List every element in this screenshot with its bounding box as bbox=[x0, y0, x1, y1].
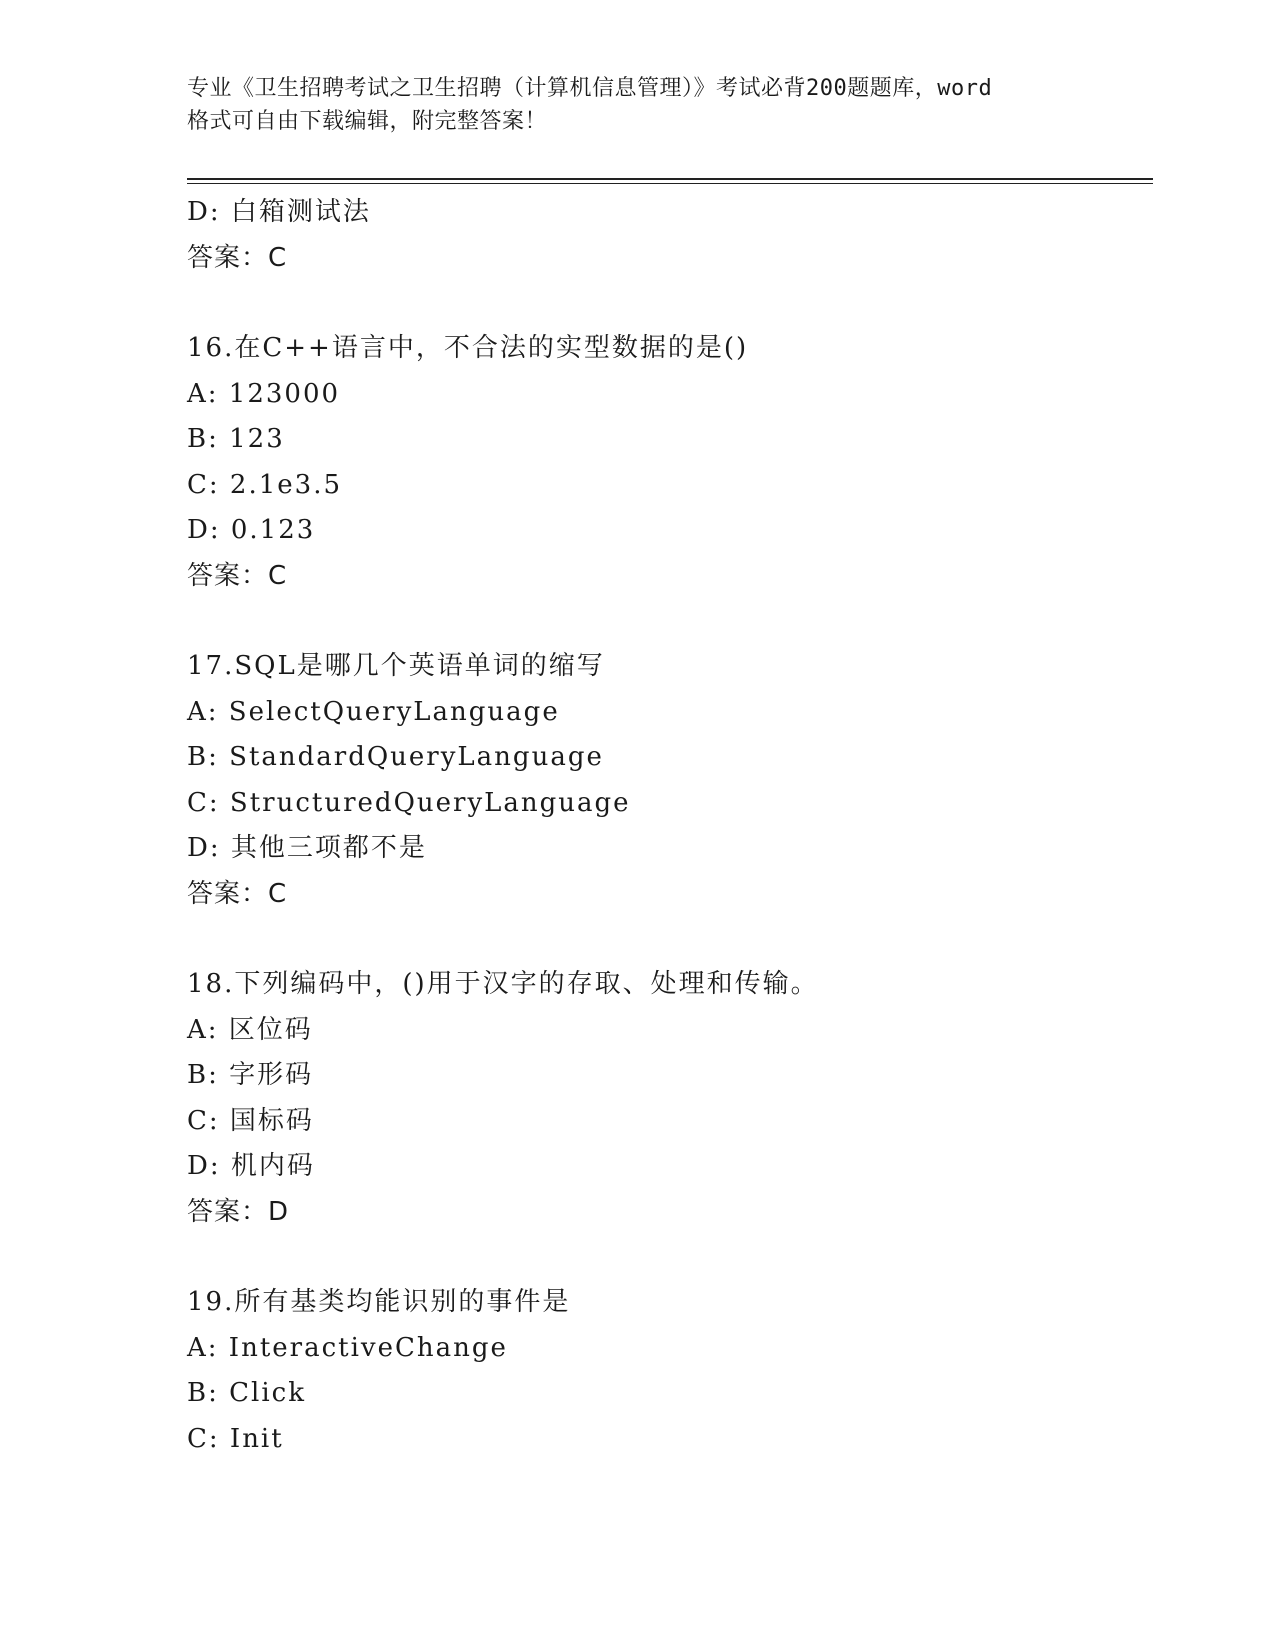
option-a: A: SelectQueryLanguage bbox=[187, 696, 560, 727]
option-b: B: 字形码 bbox=[187, 1060, 314, 1090]
spacer bbox=[187, 917, 1147, 962]
question-18 bbox=[187, 962, 1147, 1235]
option-a: A: 123000 bbox=[187, 378, 341, 409]
header-divider bbox=[187, 178, 1153, 184]
question-stem: 17.SQL是哪几个英语单词的缩写 bbox=[187, 651, 605, 681]
question-19 bbox=[187, 1280, 1147, 1462]
header-title-line2: 格式可自由下载编辑，附完整答案！ bbox=[187, 109, 548, 134]
answer-line: 答案：C bbox=[187, 560, 288, 591]
question-stem: 19.所有基类均能识别的事件是 bbox=[187, 1287, 571, 1317]
question-16 bbox=[187, 326, 1147, 599]
header-title-line1: 专业《卫生招聘考试之卫生招聘（计算机信息管理）》考试必背200题题库，word bbox=[187, 76, 993, 101]
answer-line: 答案：C bbox=[187, 242, 288, 273]
option-c: C: StructuredQueryLanguage bbox=[187, 787, 631, 818]
option-b: B: Click bbox=[187, 1378, 306, 1408]
question-stem: 16.在C++语言中，不合法的实型数据的是() bbox=[187, 333, 749, 363]
question-list bbox=[187, 190, 1147, 1462]
answer-line: 答案：D bbox=[187, 1196, 290, 1227]
option-d: D: 机内码 bbox=[187, 1151, 315, 1181]
option-a: A: InteractiveChange bbox=[187, 1332, 508, 1363]
option-c: C: Init bbox=[187, 1423, 284, 1454]
spacer bbox=[187, 1235, 1147, 1280]
option-b: B: 123 bbox=[187, 424, 285, 454]
option-b: B: StandardQueryLanguage bbox=[187, 742, 604, 772]
option-d: D: 其他三项都不是 bbox=[187, 833, 427, 863]
answer-line: 答案：C bbox=[187, 878, 288, 909]
spacer bbox=[187, 281, 1147, 326]
option-a: A: 区位码 bbox=[187, 1014, 313, 1045]
option-d: D: 白箱测试法 bbox=[187, 197, 371, 227]
page-header bbox=[187, 72, 1087, 138]
option-c: C: 2.1e3.5 bbox=[187, 469, 343, 500]
question-15-partial bbox=[187, 190, 1147, 281]
question-stem: 18.下列编码中，()用于汉字的存取、处理和传输。 bbox=[187, 969, 819, 999]
spacer bbox=[187, 599, 1147, 644]
question-17 bbox=[187, 644, 1147, 917]
option-c: C: 国标码 bbox=[187, 1105, 314, 1136]
option-d: D: 0.123 bbox=[187, 515, 316, 545]
